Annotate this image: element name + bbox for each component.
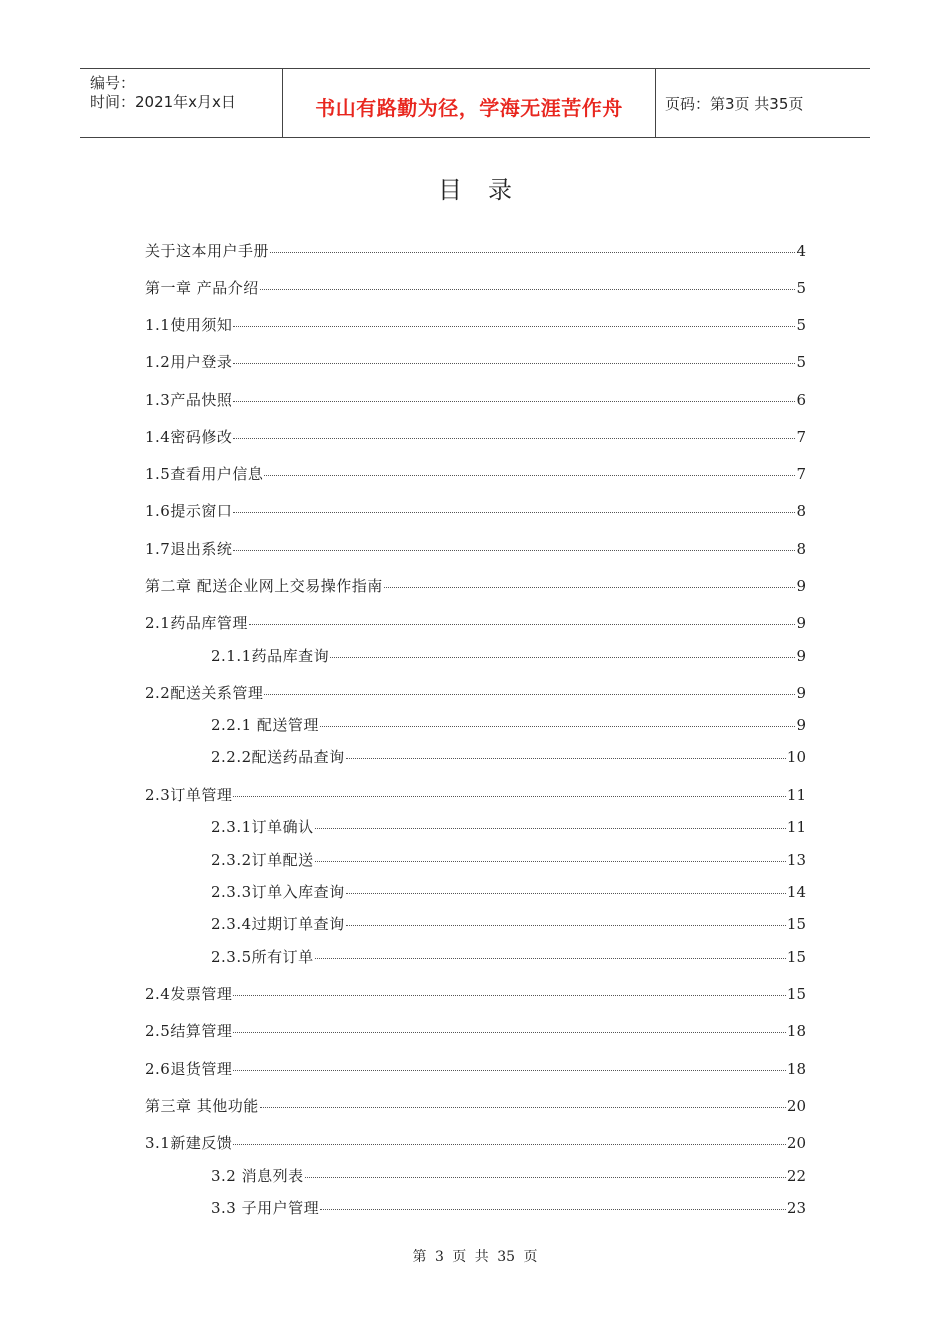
- page-title: 目录: [438, 176, 538, 204]
- toc-entry-title: 2.4发票管理: [145, 985, 233, 1003]
- toc-subentry[interactable]: [211, 1197, 806, 1217]
- toc-dot-leader: [233, 326, 795, 327]
- toc-dot-leader: [320, 726, 796, 727]
- page-footer: 第 3 页 共 35 页: [412, 1249, 538, 1265]
- toc-entry[interactable]: [145, 1020, 806, 1040]
- toc-entry-title: 2.3.4过期订单查询: [211, 915, 345, 933]
- header-motto: 书山有路勤为径，学海无涯苦作舟: [315, 96, 623, 120]
- document-number-label: 编号：: [90, 74, 136, 92]
- header-page-number: 页码：第3页 共35页: [665, 95, 804, 113]
- toc-entry[interactable]: [145, 314, 806, 334]
- toc-entry[interactable]: [145, 983, 806, 1003]
- toc-dot-leader: [315, 861, 786, 862]
- toc-entry-title: 1.2用户登录: [145, 353, 233, 371]
- toc-page-number: 11: [786, 786, 806, 804]
- toc-page-number: 9: [796, 716, 806, 734]
- toc-entry-title: 2.3.1订单确认: [211, 818, 314, 836]
- toc-subentry[interactable]: [211, 913, 806, 933]
- toc-page-number: 7: [796, 428, 806, 446]
- toc-dot-leader: [305, 1177, 786, 1178]
- toc-entry-title: 1.5查看用户信息: [145, 465, 264, 483]
- toc-dot-leader: [384, 587, 796, 588]
- toc-dot-leader: [233, 438, 795, 439]
- toc-subentry[interactable]: [211, 714, 806, 734]
- toc-entry-title: 2.2.2配送药品查询: [211, 748, 345, 766]
- header-page-cell: [656, 69, 870, 137]
- toc-subentry[interactable]: [211, 1165, 806, 1185]
- toc-page-number: 15: [786, 915, 806, 933]
- toc-entry[interactable]: [145, 463, 806, 483]
- toc-subentry[interactable]: [211, 645, 806, 665]
- toc-entry-title: 2.3.2订单配送: [211, 851, 314, 869]
- toc-page-number: 18: [786, 1060, 806, 1078]
- toc-entry[interactable]: [145, 1095, 806, 1115]
- toc-entry-title: 2.6退货管理: [145, 1060, 233, 1078]
- toc-entry-title: 关于这本用户手册: [145, 242, 270, 260]
- toc-entry[interactable]: [145, 784, 806, 804]
- toc-entry[interactable]: [145, 538, 806, 558]
- toc-entry-title: 1.3产品快照: [145, 391, 233, 409]
- toc-dot-leader: [233, 995, 786, 996]
- toc-page-number: 5: [796, 279, 806, 297]
- toc-page-number: 7: [796, 465, 806, 483]
- toc-page-number: 8: [796, 502, 806, 520]
- toc-page-number: 9: [796, 577, 806, 595]
- toc-dot-leader: [233, 550, 795, 551]
- toc-dot-leader: [320, 1209, 786, 1210]
- toc-entry-title: 3.1新建反馈: [145, 1134, 233, 1152]
- toc-page-number: 8: [796, 540, 806, 558]
- toc-entry[interactable]: [145, 575, 806, 595]
- toc-dot-leader: [315, 828, 786, 829]
- header-meta-cell: [80, 69, 283, 137]
- toc-entry[interactable]: [145, 426, 806, 446]
- toc-page-number: 20: [786, 1097, 806, 1115]
- toc-entry[interactable]: [145, 277, 806, 297]
- toc-entry-title: 1.1使用须知: [145, 316, 233, 334]
- toc-entry-title: 2.5结算管理: [145, 1022, 233, 1040]
- toc-entry-title: 2.3.5所有订单: [211, 948, 314, 966]
- toc-entry-title: 2.3.3订单入库查询: [211, 883, 345, 901]
- toc-entry-title: 1.7退出系统: [145, 540, 233, 558]
- toc-page-number: 9: [796, 614, 806, 632]
- toc-entry-title: 第三章 其他功能: [145, 1097, 259, 1115]
- toc-entry[interactable]: [145, 500, 806, 520]
- toc-dot-leader: [330, 657, 795, 658]
- toc-entry-title: 2.3订单管理: [145, 786, 233, 804]
- toc-dot-leader: [346, 893, 786, 894]
- toc-entry[interactable]: [145, 351, 806, 371]
- toc-dot-leader: [264, 694, 795, 695]
- toc-dot-leader: [233, 1070, 786, 1071]
- toc-subentry[interactable]: [211, 816, 806, 836]
- toc-entry-title: 2.2.1 配送管理: [211, 716, 319, 734]
- toc-dot-leader: [315, 958, 786, 959]
- toc-page-number: 9: [796, 647, 806, 665]
- toc-page-number: 15: [786, 948, 806, 966]
- toc-entry-title: 2.2配送关系管理: [145, 684, 264, 702]
- toc-entry[interactable]: [145, 612, 806, 632]
- toc-entry[interactable]: [145, 1058, 806, 1078]
- toc-entry[interactable]: [145, 1132, 806, 1152]
- toc-entry-title: 2.1药品库管理: [145, 614, 248, 632]
- toc-page-number: 5: [796, 316, 806, 334]
- toc-dot-leader: [270, 252, 795, 253]
- toc-entry-title: 1.6提示窗口: [145, 502, 233, 520]
- toc-entry-title: 第二章 配送企业网上交易操作指南: [145, 577, 383, 595]
- header-motto-cell: [283, 69, 656, 137]
- toc-entry-title: 3.3 子用户管理: [211, 1199, 320, 1217]
- toc-dot-leader: [233, 796, 786, 797]
- toc-dot-leader: [249, 624, 796, 625]
- toc-dot-leader: [233, 363, 795, 364]
- toc-page-number: 15: [786, 985, 806, 1003]
- toc-page-number: 14: [786, 883, 806, 901]
- toc-entry[interactable]: [145, 240, 806, 260]
- toc-dot-leader: [260, 289, 796, 290]
- toc-entry-title: 1.4密码修改: [145, 428, 233, 446]
- toc-entry-title: 第一章 产品介绍: [145, 279, 259, 297]
- toc-entry-title: 3.2 消息列表: [211, 1167, 304, 1185]
- toc-page-number: 11: [786, 818, 806, 836]
- toc-page-number: 23: [786, 1199, 806, 1217]
- toc-dot-leader: [346, 758, 786, 759]
- toc-entry[interactable]: [145, 389, 806, 409]
- toc-subentry[interactable]: [211, 881, 806, 901]
- toc-page-number: 18: [786, 1022, 806, 1040]
- toc-entry-title: 2.1.1药品库查询: [211, 647, 330, 665]
- toc-dot-leader: [233, 1144, 786, 1145]
- toc-subentry[interactable]: [211, 946, 806, 966]
- toc-entry[interactable]: [145, 682, 806, 702]
- toc-page-number: 6: [796, 391, 806, 409]
- toc-page-number: 13: [786, 851, 806, 869]
- toc-page-number: 9: [796, 684, 806, 702]
- toc-page-number: 10: [786, 748, 806, 766]
- toc-dot-leader: [346, 925, 786, 926]
- toc-page-number: 22: [786, 1167, 806, 1185]
- toc-page-number: 5: [796, 353, 806, 371]
- toc-dot-leader: [260, 1107, 786, 1108]
- toc-page-number: 20: [786, 1134, 806, 1152]
- page-header: [80, 68, 870, 138]
- toc-subentry[interactable]: [211, 849, 806, 869]
- toc-dot-leader: [264, 475, 795, 476]
- toc-page-number: 4: [796, 242, 806, 260]
- toc-dot-leader: [233, 401, 795, 402]
- document-time-label: 时间：2021年x月x日: [90, 93, 236, 111]
- toc-dot-leader: [233, 1032, 786, 1033]
- toc-dot-leader: [233, 512, 795, 513]
- toc-subentry[interactable]: [211, 746, 806, 766]
